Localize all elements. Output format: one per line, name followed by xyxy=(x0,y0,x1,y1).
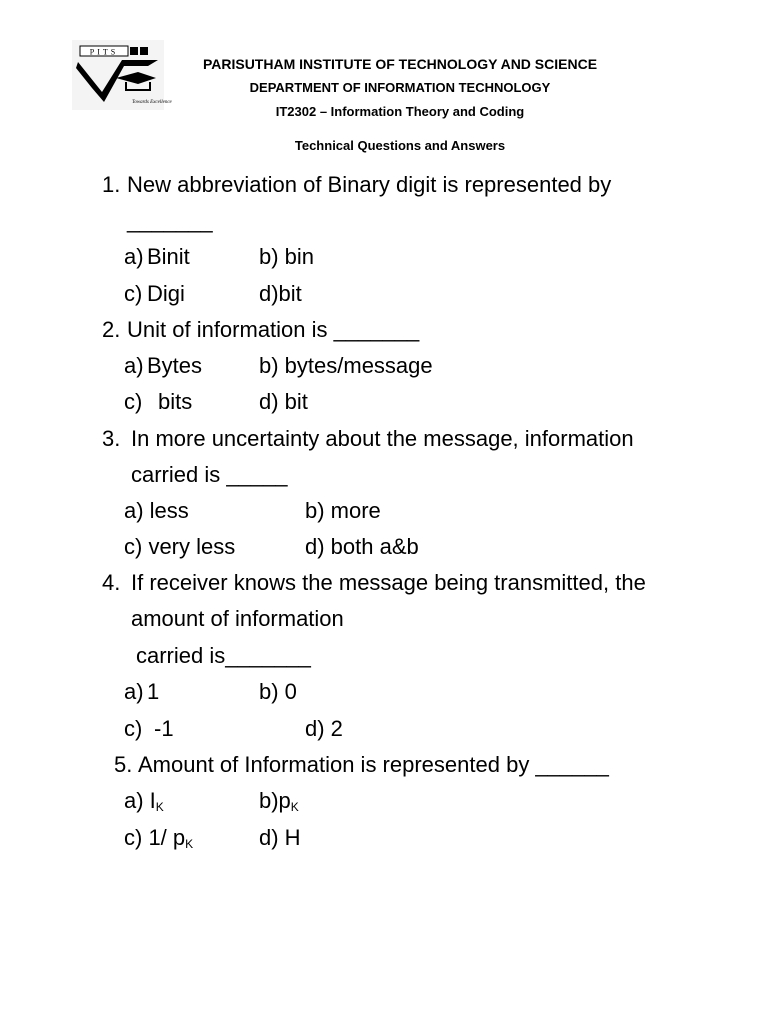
logo-graphic xyxy=(72,40,172,110)
question-4-number: 4. xyxy=(102,570,121,595)
question-5-option-b-subscript: K xyxy=(290,800,299,814)
question-1-option-a-letter: a) xyxy=(124,244,144,269)
question-2-option-b: b) bytes/message xyxy=(259,353,433,378)
question-1-option-a-text: Binit xyxy=(147,244,190,269)
question-5-option-b-text: b)p xyxy=(259,788,291,813)
question-4-option-b: b) 0 xyxy=(259,679,297,704)
document-subtitle: Technical Questions and Answers xyxy=(294,138,506,153)
question-3-option-b: b) more xyxy=(305,498,381,523)
logo-letters: PITS xyxy=(89,47,119,57)
question-1-option-b: b) bin xyxy=(259,244,315,269)
question-5-option-a xyxy=(124,788,164,814)
institute-logo xyxy=(72,40,172,110)
question-5-option-a-subscript: K xyxy=(155,800,164,814)
question-4-text-line-1: If receiver knows the message being transmitted, the xyxy=(131,570,646,595)
logo-tagline: Towards Excellence xyxy=(132,100,172,105)
question-4-option-c-letter: c) xyxy=(124,716,143,741)
question-1-option-c-letter: c) xyxy=(124,281,143,306)
question-2-option-a-text: Bytes xyxy=(147,353,203,378)
question-3-number: 3. xyxy=(102,426,121,451)
question-5-option-c-subscript: K xyxy=(185,837,194,851)
course-title: IT2302 – Information Theory and Coding xyxy=(275,104,525,119)
question-3-text-line-2: carried is _____ xyxy=(131,462,288,487)
department-name: DEPARTMENT OF INFORMATION TECHNOLOGY xyxy=(249,80,551,95)
question-5-text-line-1: Amount of Information is represented by ______ xyxy=(138,752,609,777)
question-5-option-a-text: a) I xyxy=(124,788,156,813)
question-5-option-c xyxy=(124,825,193,851)
question-3-option-c: c) very less xyxy=(124,534,236,559)
question-4-option-a-letter: a) xyxy=(124,679,144,704)
question-5-option-d: d) H xyxy=(259,825,301,850)
question-2-number: 2. xyxy=(102,317,121,342)
question-5-option-b xyxy=(259,788,299,814)
question-2-option-a-letter: a) xyxy=(124,353,144,378)
question-4-text-line-3: carried is_______ xyxy=(136,643,311,668)
question-5-option-c-text: c) 1/ p xyxy=(124,825,186,850)
question-4-option-a-text: 1 xyxy=(147,679,160,704)
question-3-text-line-1: In more uncertainty about the message, information xyxy=(131,426,634,451)
question-3-option-a: a) less xyxy=(124,498,189,523)
question-2-option-c-letter: c) xyxy=(124,389,143,414)
question-1-text-line-2: _______ xyxy=(127,208,213,233)
question-1-option-c-text: Digi xyxy=(147,281,185,306)
question-1-text-line-1: New abbreviation of Binary digit is represented by xyxy=(127,172,612,197)
question-1-number: 1. xyxy=(102,172,121,197)
question-2-option-c-text: bits xyxy=(158,389,193,414)
question-4-option-d: d) 2 xyxy=(305,716,343,741)
question-2-text-line-1: Unit of information is _______ xyxy=(127,317,420,342)
institute-name: PARISUTHAM INSTITUTE OF TECHNOLOGY AND SCIENCE xyxy=(202,56,598,72)
question-4-option-c-text: -1 xyxy=(154,716,174,741)
question-5-number: 5. xyxy=(114,752,133,777)
question-2-option-d: d) bit xyxy=(259,389,308,414)
question-4-text-line-2: amount of information xyxy=(131,606,344,631)
question-3-option-d: d) both a&b xyxy=(305,534,419,559)
question-1-option-d: d)bit xyxy=(259,281,302,306)
